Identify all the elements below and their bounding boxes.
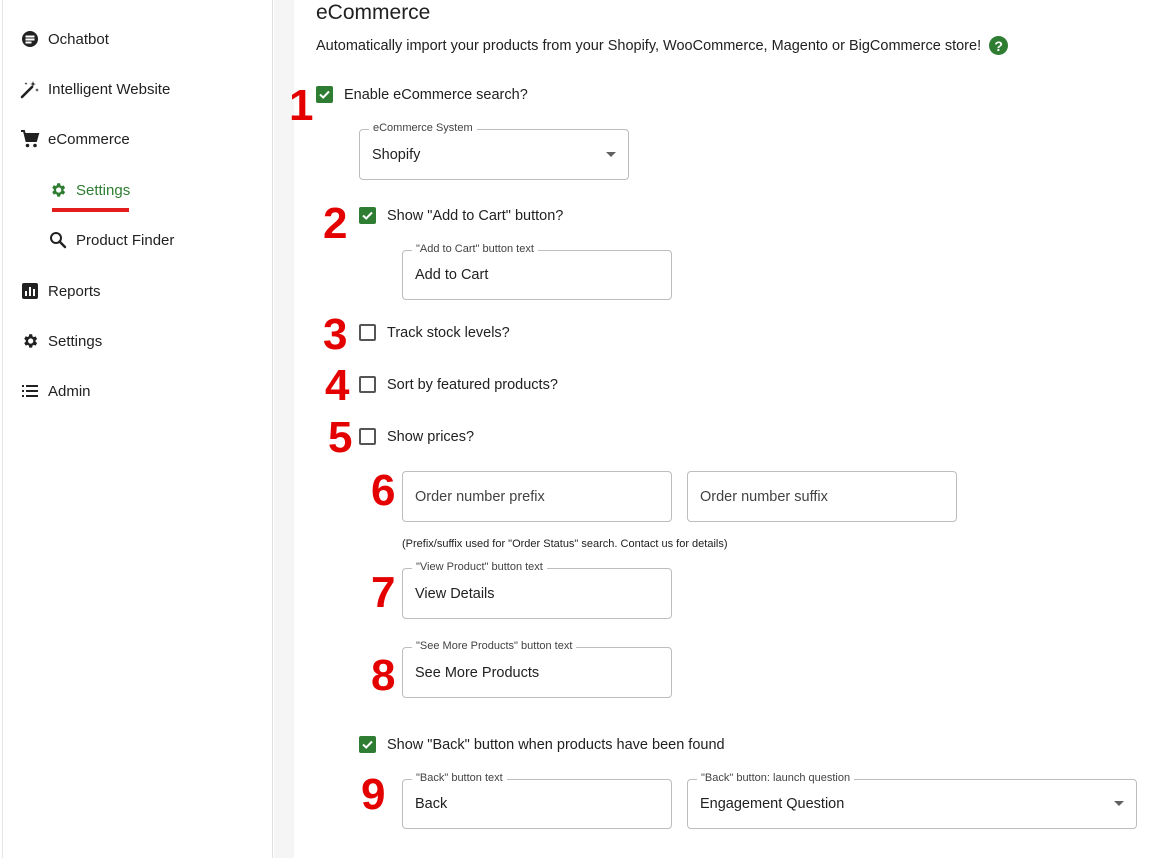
enable-search-row xyxy=(316,86,528,103)
track-stock-row xyxy=(359,324,510,341)
field-label: "See More Products" button text xyxy=(412,640,576,652)
sidebar-item-label: Intelligent Website xyxy=(48,80,171,98)
page-subtitle xyxy=(316,36,1008,55)
view-product-text-field[interactable] xyxy=(402,561,672,619)
sidebar-item-label: eCommerce xyxy=(48,130,130,148)
sidebar-item-ecommerce-settings[interactable] xyxy=(48,178,130,202)
track-stock-checkbox[interactable] xyxy=(359,324,376,341)
sidebar-item-label: Reports xyxy=(48,282,101,300)
sidebar-item-label: Ochatbot xyxy=(48,30,109,48)
checkmark-icon xyxy=(318,88,331,101)
field-placeholder: Order number prefix xyxy=(415,488,545,505)
field-value: Add to Cart xyxy=(415,267,489,283)
back-launch-question-select[interactable] xyxy=(687,772,1137,829)
dropdown-arrow-icon xyxy=(1114,801,1124,806)
enable-search-label: Enable eCommerce search? xyxy=(344,86,528,103)
field-label: "Back" button text xyxy=(412,772,507,784)
subtitle-text: Automatically import your products from your Shopify, WooCommerce, Magento or BigCommerce store! xyxy=(316,37,982,54)
field-label: "Back" button: launch question xyxy=(697,772,854,784)
order-prefix-field[interactable] xyxy=(402,471,672,522)
see-more-text-field[interactable] xyxy=(402,640,672,698)
step-number: 3 xyxy=(323,310,348,359)
page-title: eCommerce xyxy=(316,1,431,24)
sort-featured-label: Sort by featured products? xyxy=(387,376,558,393)
field-label: "Add to Cart" button text xyxy=(412,243,538,255)
checkmark-icon xyxy=(361,209,374,222)
field-label: eCommerce System xyxy=(369,122,477,134)
sidebar-item-reports[interactable] xyxy=(20,279,101,303)
show-back-row xyxy=(359,736,725,753)
ecommerce-system-select[interactable] xyxy=(359,122,629,180)
step-number: 6 xyxy=(371,466,396,515)
back-text-field[interactable] xyxy=(402,772,672,829)
field-value: Shopify xyxy=(372,146,421,163)
show-back-checkbox[interactable] xyxy=(359,736,376,753)
sidebar-item-product-finder[interactable] xyxy=(48,228,174,252)
magic-wand-icon xyxy=(20,79,40,99)
add-to-cart-text-field[interactable] xyxy=(402,243,672,300)
step-number: 7 xyxy=(371,568,396,617)
sidebar-item-intelligent-website[interactable] xyxy=(20,77,170,101)
track-stock-label: Track stock levels? xyxy=(387,324,510,341)
sidebar-item-label: Settings xyxy=(48,332,103,350)
order-hint-text: (Prefix/suffix used for "Order Status" search. Contact us for details) xyxy=(402,538,728,550)
order-suffix-field[interactable] xyxy=(687,471,957,522)
step-number: 1 xyxy=(289,81,314,130)
show-add-to-cart-row xyxy=(359,207,563,224)
enable-search-checkbox[interactable] xyxy=(316,86,333,103)
list-icon xyxy=(20,381,40,401)
show-prices-row xyxy=(359,428,474,445)
step-number: 5 xyxy=(328,413,353,462)
help-icon[interactable]: ? xyxy=(989,36,1008,55)
sidebar-item-label: Settings xyxy=(76,181,131,199)
step-number: 8 xyxy=(371,651,396,700)
cart-icon xyxy=(20,129,40,149)
sidebar-item-ecommerce[interactable] xyxy=(20,127,130,151)
show-prices-label: Show prices? xyxy=(387,428,475,445)
sidebar-item-ochatbot[interactable] xyxy=(20,27,109,51)
search-icon xyxy=(48,230,68,250)
step-number: 9 xyxy=(361,770,386,819)
bar-chart-icon xyxy=(20,281,40,301)
field-value: Back xyxy=(415,796,448,812)
sidebar-item-admin[interactable] xyxy=(20,379,91,403)
active-indicator xyxy=(52,208,129,212)
show-prices-checkbox[interactable] xyxy=(359,428,376,445)
step-number: 4 xyxy=(325,361,350,410)
gear-icon xyxy=(48,180,68,200)
gear-icon xyxy=(20,331,40,351)
dropdown-arrow-icon xyxy=(606,152,616,157)
field-value: See More Products xyxy=(415,664,540,681)
show-add-to-cart-checkbox[interactable] xyxy=(359,207,376,224)
show-back-label: Show "Back" button when products have been found xyxy=(387,736,725,753)
step-number: 2 xyxy=(323,199,348,248)
field-value: Engagement Question xyxy=(700,796,845,812)
field-placeholder: Order number suffix xyxy=(700,488,828,505)
chatbot-icon xyxy=(20,29,40,49)
show-add-to-cart-label: Show "Add to Cart" button? xyxy=(387,207,564,224)
sidebar-item-settings[interactable] xyxy=(20,329,102,353)
field-value: View Details xyxy=(415,585,495,602)
checkmark-icon xyxy=(361,738,374,751)
sidebar-item-label: Product Finder xyxy=(76,231,175,249)
field-label: "View Product" button text xyxy=(412,561,547,573)
sort-featured-checkbox[interactable] xyxy=(359,376,376,393)
sidebar-item-label: Admin xyxy=(48,382,91,400)
sort-featured-row xyxy=(359,376,558,393)
